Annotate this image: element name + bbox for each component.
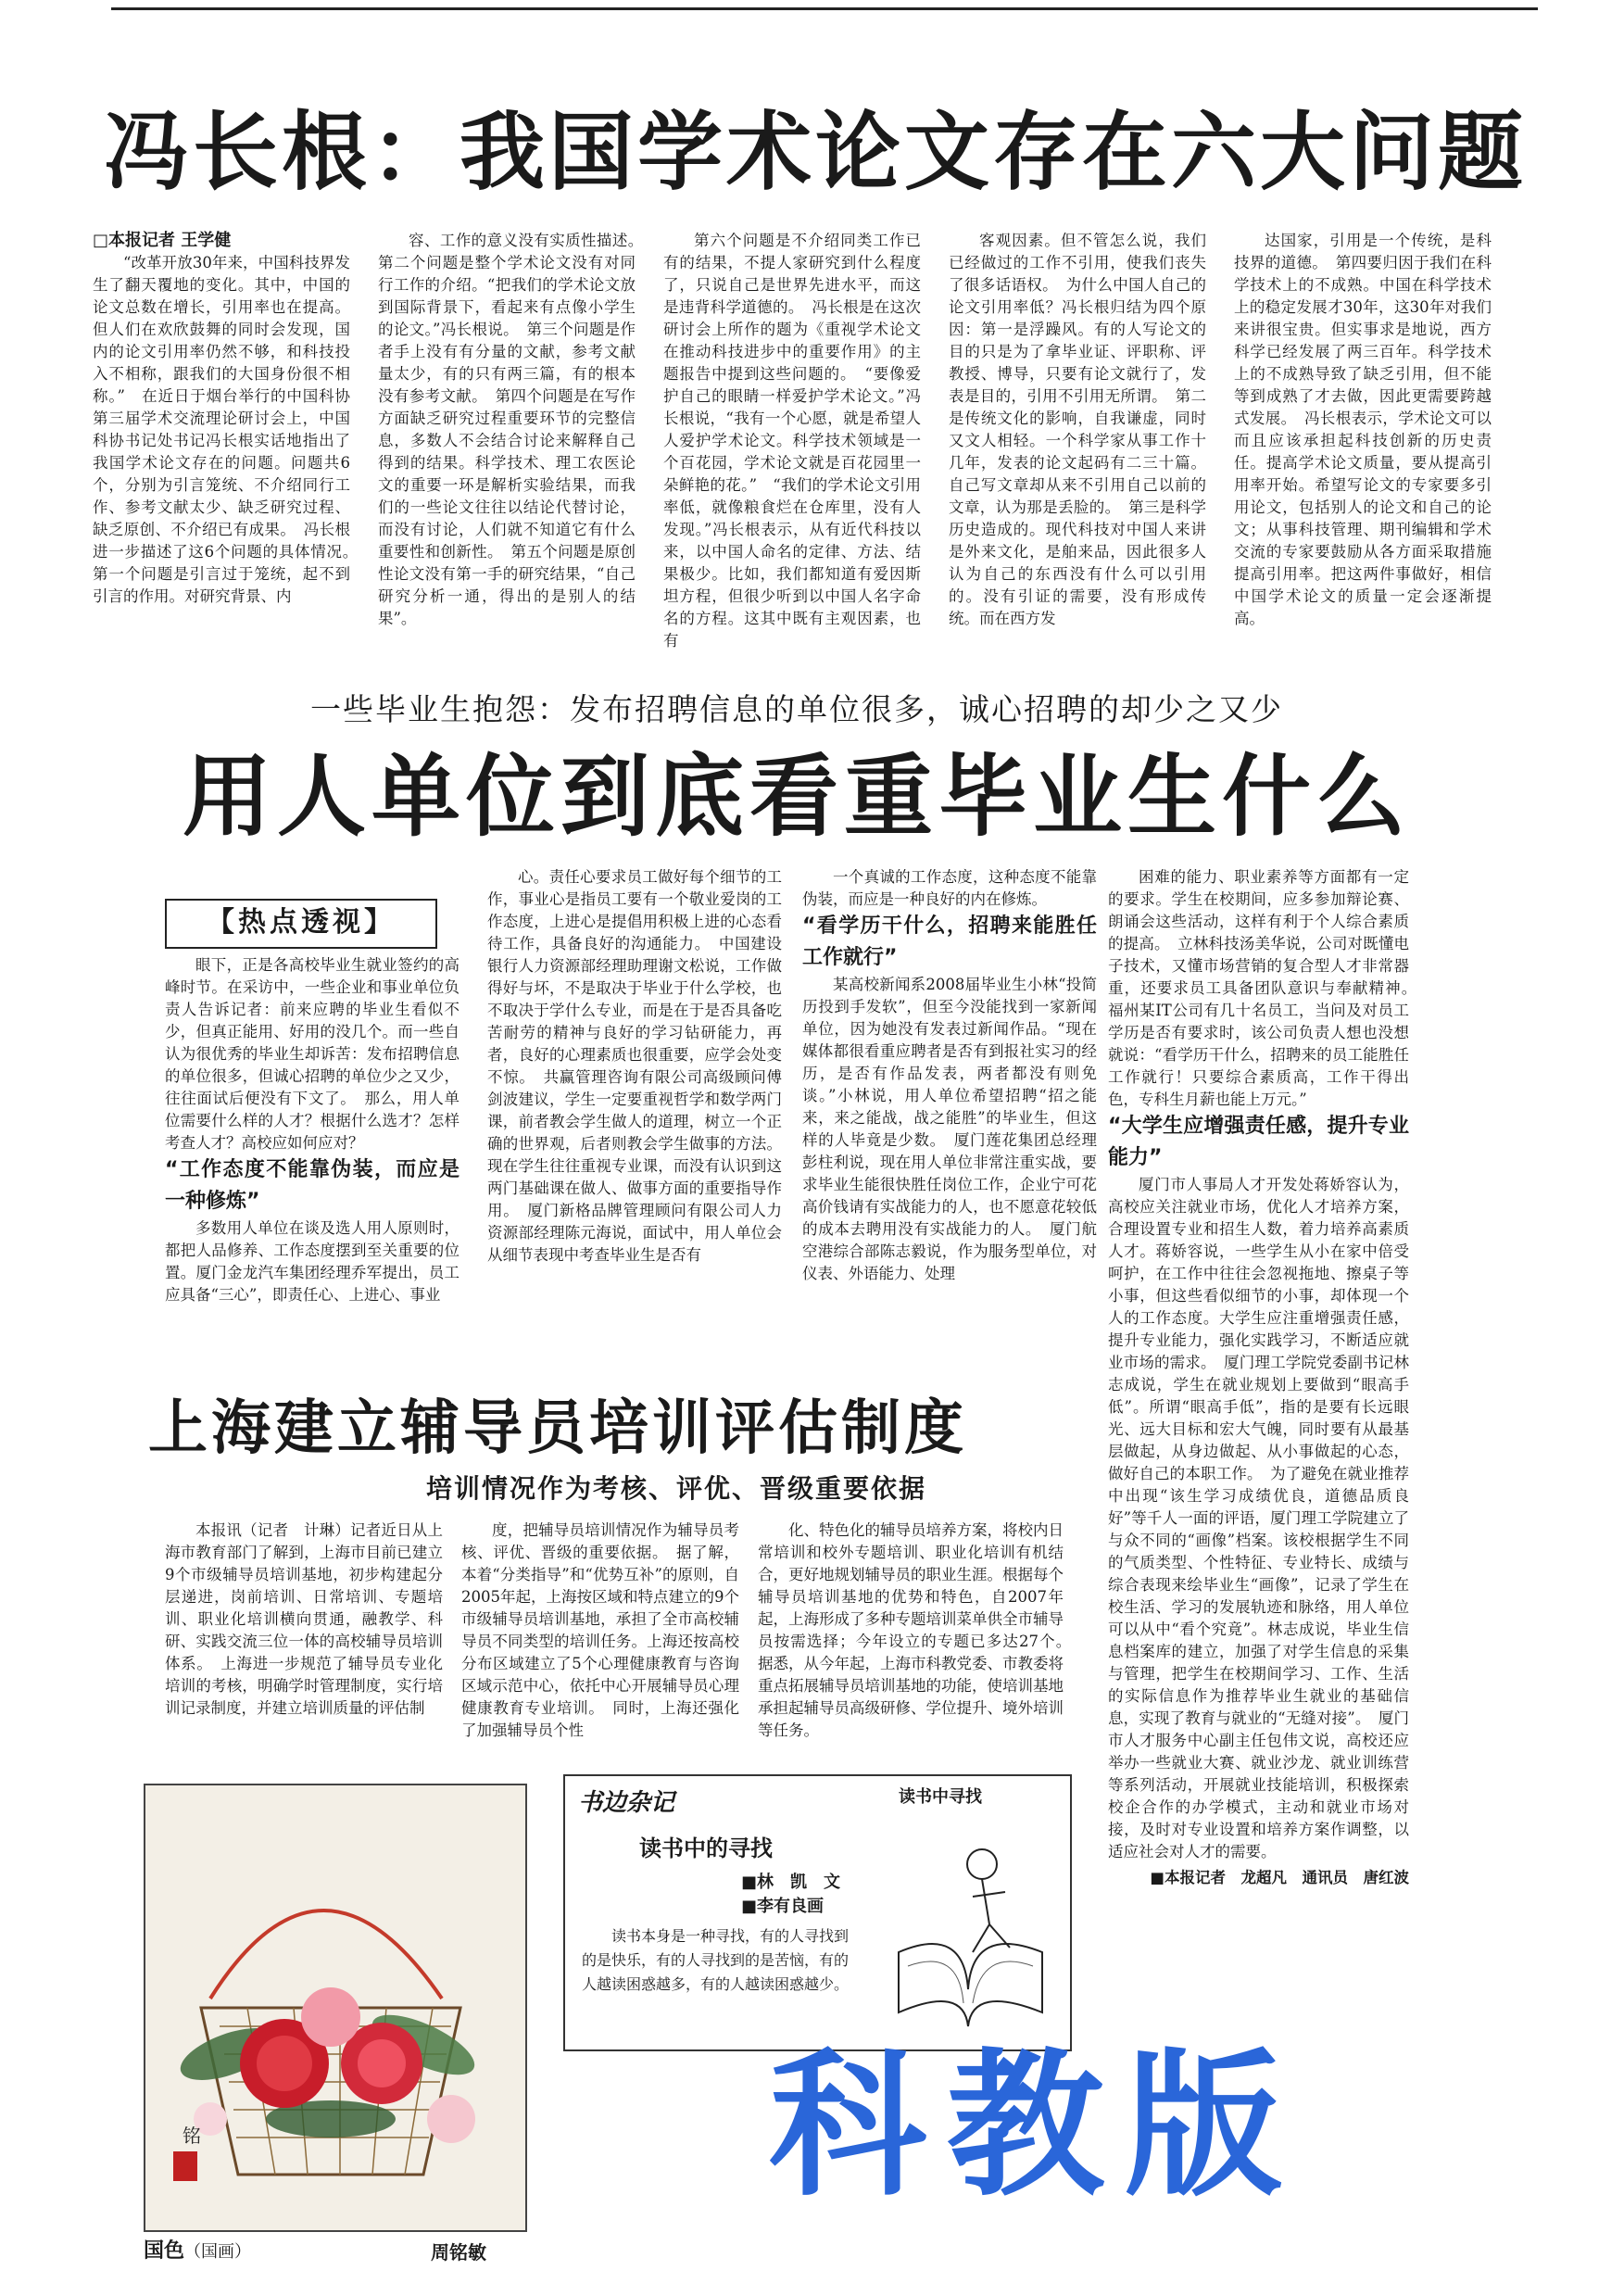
article1-column-5 xyxy=(1234,230,1492,665)
painting-image xyxy=(144,1784,527,2232)
book-column-box xyxy=(563,1774,1072,2051)
article2-column-2 xyxy=(487,866,782,1325)
article3-text-3: 化、特色化的辅导员培养方案，将校内日常培训和校外专题培训、职业化培训有机结合，更好地规划辅导员的职业生涯。根据每个辅导员培训基地的优势和特色，自2007年起，上海形成了多种专题培训菜单供全市辅导员按需选择；今年设立的专题已多达27个。 据悉，从今年起，上海市科教党委、市教委将重点拓展辅导员培训基地的功能，使培训基地承担起辅导员高级研修、学位提升、境外培训等任务。 xyxy=(758,1521,1079,1739)
article2-subhead-1: “工作态度不能靠伪装，而应是一种修炼” xyxy=(165,1158,460,1213)
flower-basket-illustration xyxy=(145,1785,525,2230)
section-label: 科教版 xyxy=(769,2035,1303,2218)
article3-column-1 xyxy=(165,1520,443,1760)
headline-shanghai: 上海建立辅导员培训评估制度 xyxy=(148,1394,967,1463)
article2-text-3a: 一个真诚的工作态度，这种态度不能靠伪装，而应是一种良好的内在修炼。 xyxy=(802,868,1097,908)
article1-text-5: 达国家，引用是一个传统，是科技界的道德。 第四要归因于我们在科学技术上的不成熟。中国在科学技术上的稳定发展才30年，这30年对我们来讲很宝贵。但实事求是地说，西方科学已经发展了两三百年。科学技术上的不成熟导致了缺乏引用，但不能等到成熟了才去做，因此更需要跨越式发展。 冯长根表示，学术论文可以而且应该承担起科技创新的历史责任。提高学术论文质量，要从提高引用率开始。希望写论文的专家要多引用论文，包括别人的论文和自己的论文；从事科技管理、期刊编辑和学术交流的专家要鼓励从各方面采取措施提高引用率。把这两件事做好，相信中国学术论文的质量一定会逐渐提高。 xyxy=(1234,232,1492,627)
article1-byline: □本报记者 王学健 xyxy=(93,231,232,250)
top-rule xyxy=(111,7,1538,10)
book-column-label: 书边杂记 xyxy=(578,1789,675,1817)
article2-text-3b: 某高校新闻系2008届毕业生小林“投简历投到手发软”，但至今没能找到一家新闻单位，因为她没有发表过新闻作品。“现在媒体都很看重应聘者是否有到报社实习的经历，是否有作品发表，两者都没有则免谈。”小林说，用人单位希望招聘“招之能来，来之能战，战之能胜”的毕业生，但这样的人毕竟是少数。 厦门莲花集团总经理彭柱利说，现在用人单位非常注重实战，要求毕业生能很快胜任岗位工作，企业宁可花高价钱请有实战能力的人，也不愿意花较低的成本去聘用没有实战能力的人。 厦门航空港综合部陈志毅说，作为服务型单位，对仪表、外语能力、处理 xyxy=(802,976,1097,1282)
article2-column-1 xyxy=(165,954,460,1325)
article1-text-4: 客观因素。但不管怎么说，我们已经做过的工作不引用，使我们丧失了很多话语权。 为什么中国人自己的论文引用率低？冯长根归结为四个原因：第一是浮躁风。有的人写论文的目的只是为了拿毕业证、评职称、评教授、博导，只要有论文就行了，发表是目的，引用不引用无所谓。 第二是传统文化的影响，自我谦虚，同时又文人相轻。一个科学家从事工作十几年，发表的论文起码有二三十篇。自己写文章却从来不引用自己以前的文章，认为那是丢脸的。 第三是科学历史造成的。现代科技对中国人来讲是外来文化，是舶来品，因此很多人认为自己的东西没有什么可以引用的。没有引证的需要，没有形成传统。而在西方发 xyxy=(949,232,1206,627)
article2-text-4b: 厦门市人事局人才开发处蒋娇容认为，高校应关注就业市场，优化人才培养方案，合理设置专业和招生人数，着力培养高素质人才。蒋娇容说，一些学生从小在家中倍受呵护，在工作中往往会忽视拖地、擦桌子等小事，但这些看似细节的小事，却体现一个人的工作态度。大学生应注重增强责任感，提升专业能力，强化实践学习，不断适应就业市场的需求。 厦门理工学院党委副书记林志成说，学生在就业规划上要做到“眼高手低”。所谓“眼高手低”，指的是要有长远眼光、远大目标和宏大气魄，同时要有从最基层做起，从身边做起、从小事做起的心态，做好自己的本职工作。 为了避免在就业推荐中出现“该生学习成绩优良，道德品质良好”等千人一面的评语，厦门理工学院建立了与众不同的“画像”档案。该校根据学生不同的气质类型、个性特征、专业特长、成绩与综合表现来绘毕业生“画像”，记录了学生在校生活、学习的发展轨迹和脉络，用人单位可以从中“看个究竟”。林志成说，毕业生信息档案库的建立，加强了对学生信息的采集与管理，把学生在校期间学习、工作、生活的实际信息作为推荐毕业生就业的基础信息，实现了教育与就业的“无缝对接”。 厦门市人才服务中心副主任包伟文说，高校还应举办一些就业大赛、就业沙龙、就业训练营等系列活动，开展就业技能培训，积极探索校企合作的办学模式，主动和就业市场对接，及时对专业设置和培养方案作调整，以适应社会对人才的需要。 xyxy=(1108,1176,1409,1860)
book-author-writer: ■林 凯 文 xyxy=(741,1873,841,1892)
article2-kicker: 一些毕业生抱怨：发布招聘信息的单位很多，诚心招聘的却少之又少 xyxy=(310,691,1283,727)
article1-column-3 xyxy=(663,230,921,665)
painting-title-text: 国色 xyxy=(144,2239,185,2263)
book-illustration-label: 读书中寻找 xyxy=(899,1787,982,1807)
article2-subhead-3: “大学生应增强责任感，提升专业能力” xyxy=(1108,1115,1409,1169)
article1-text-1: “改革开放30年来，中国科技界发生了翻天覆地的变化。其中，中国的论文总数在增长，引用率也在提高。但人们在欢欣鼓舞的同时会发现，国内的论文引用率仍然不够，和科技投入不相称，跟我们的大国身份很不相称。” 在近日于烟台举行的中国科协第三届学术交流理论研讨会上，中国科协书记处书记冯长根实话地指出了我国学术论文存在的问题。问题共6个，分别为引言笼统、不介绍同行工作、参考文献太少、缺乏研究过程、缺乏原创、不介绍已有成果。 冯长根进一步描述了这6个问题的具体情况。 第一个问题是引言过于笼统，起不到引言的作用。对研究背景、内 xyxy=(93,254,366,605)
shanghai-subheadline: 培训情况作为考核、评优、晋级重要依据 xyxy=(425,1473,926,1504)
hot-topic-tag: 【热点透视】 xyxy=(165,899,437,949)
article1-column-4 xyxy=(949,230,1206,665)
book-author-artist: ■李有良画 xyxy=(741,1897,825,1916)
svg-text:铭: 铭 xyxy=(183,2125,201,2147)
article2-column-4 xyxy=(1108,866,1425,1992)
open-book-illustration xyxy=(880,1813,1061,2036)
article3-text-2: 度，把辅导员培训情况作为辅导员考核、评优、晋级的重要依据。 据了解，本着“分类指导”和“优势互补”的原则，自2005年起，上海按区域和特点建立的9个市级辅导员培训基地，承担了全市高校辅导员不同类型的培训任务。上海还按高校分布区域建立了5个心理健康教育与咨询区域示范中心，依托中心开展辅导员心理健康教育专业培训。 同时，上海还强化了加强辅导员个性 xyxy=(461,1521,739,1739)
article2-text-2: 心。责任心要求员工做好每个细节的工作，事业心是指员工要有一个敬业爱岗的工作态度，上进心是提倡用积极上进的心态看待工作，具备良好的沟通能力。 中国建设银行人力资源部经理助理谢文松说，工作做得好与坏，不是取决于毕业于什么学校，也不取决于学什么专业，而是在于是否具备吃苦耐劳的精神与良好的学习钻研能力，再者，良好的心理素质也很重要，应学会处变不惊。 共赢管理咨询有限公司高级顾问傅剑波建议，学生一定要重视哲学和数学两门课，前者教会学生做人的道理，树立一个正确的世界观，后者则教会学生做事的方法。现在学生往往重视专业课，而没有认识到这两门基础课在做人、做事方面的重要指导作用。 厦门新格品牌管理顾问有限公司人力资源部经理陈元海说，面试中，用人单位会从细节表现中考查毕业生是否有 xyxy=(487,868,782,1264)
article2-subhead-2: “看学历干什么，招聘来能胜任工作就行” xyxy=(802,914,1097,969)
article1-column-1 xyxy=(93,230,366,665)
article1-text-2: 容、工作的意义没有实质性描述。 第二个问题是整个学术论文没有对同行工作的介绍。“把我们的学术论文放到国际背景下，看起来有点像小学生的论文。”冯长根说。 第三个问题是作者手上没有有分量的文献，参考文献量太少，有的只有两三篇，有的根本没有参考文献。 第四个问题是在写作方面缺乏研究过程重要环节的完整信息，多数人不会结合讨论来解释自己得到的结果。科学技术、理工农医论文的重要一环是解析实验结果，而我们的一些论文往往以结论代替讨论，而没有讨论，人们就不知道它有什么重要性和创新性。 第五个问题是原创性论文没有第一手的研究结果，“自己研究分析一通，得出的是别人的结果”。 xyxy=(378,232,651,627)
painting-author: 周铭敏 xyxy=(431,2241,486,2264)
article2-column-3 xyxy=(802,866,1097,1325)
headline-employers: 用人单位到底看重毕业生什么 xyxy=(183,745,1411,849)
article2-text-1b: 多数用人单位在谈及选人用人原则时，都把人品修养、工作态度摆到至关重要的位置。厦门金龙汽车集团经理乔军提出，员工应具备“三心”，即责任心、上进心、事业 xyxy=(165,1219,460,1304)
article2-byline: ■本报记者 龙超凡 通讯员 唐红波 xyxy=(1150,1869,1409,1886)
article3-column-2 xyxy=(461,1520,739,1760)
book-article-title: 读书中的寻找 xyxy=(639,1835,773,1861)
painting-title xyxy=(144,2235,251,2264)
article2-text-1a: 眼下，正是各高校毕业生就业签约的高峰时节。在采访中，一些企业和事业单位负责人告诉记者：前来应聘的毕业生看似不少，但真正能用、好用的没几个。而一些自认为很优秀的毕业生却诉苦：发布招聘信息的单位很多，但诚心招聘的单位少之又少，往往面试后便没有下文了。 那么，用人单位需要什么样的人才？根据什么选才？怎样考查人才？高校应如何应对？ xyxy=(165,956,460,1152)
book-article-text: 读书本身是一种寻找，有的人寻找到的是快乐，有的人寻找到的是苦恼，有的人越读困惑越多，有的人越读困惑越少。 xyxy=(582,1927,850,1993)
article3-text-1: 本报讯（记者 计琳）记者近日从上海市教育部门了解到，上海市目前已建立9个市级辅导员培训基地，初步构建起分层递进，岗前培训、日常培训、专题培训、职业化培训横向贯通，融教学、科研、实践交流三位一体的高校辅导员培训体系。 上海进一步规范了辅导员专业化培训的考核，明确学时管理制度，实行培训记录制度，并建立培训质量的评估制 xyxy=(165,1521,443,1717)
article1-column-2 xyxy=(378,230,651,665)
article3-column-3 xyxy=(758,1520,1079,1760)
article2-text-4a: 困难的能力、职业素养等方面都有一定的要求。学生在校期间，应多参加辩论赛、朗诵会这些活动，这样有利于个人综合素质的提高。 立林科技汤美华说，公司对既懂电子技术，又懂市场营销的复合型人才非常器重，还要求员工具备团队意识与奉献精神。 福州某IT公司有几十名员工，当问及对员工学历是否有要求时，该公司负责人想也没想就说：“看学历干什么，招聘来的员工能胜任工作就行！只要综合素质高，工作干得出色，专科生月薪也能上万元。” xyxy=(1108,868,1425,1108)
article1-text-3: 第六个问题是不介绍同类工作已有的结果，不提人家研究到什么程度了，只说自己是世界先进水平，而这是违背科学道德的。 冯长根是在这次研讨会上所作的题为《重视学术论文在推动科技进步中的重要作用》的主题报告中提到这些问题的。 “要像爱护自己的眼睛一样爱护学术论文。”冯长根说，“我有一个心愿，就是希望人人爱护学术论文。科学技术领域是一个百花园，学术论文就是百花园里一朵鲜艳的花。” “我们的学术论文引用率低，就像粮食烂在仓库里，没有人发现。”冯长根表示，从有近代科技以来，以中国人命名的定律、方法、结果极少。比如，我们都知道有爱因斯坦方程，但很少听到以中国人名字命名的方程。这其中既有主观因素，也有 xyxy=(663,232,921,649)
headline-main: 冯长根：我国学术论文存在六大问题 xyxy=(103,103,1527,202)
painting-type: （国画） xyxy=(184,2242,252,2262)
